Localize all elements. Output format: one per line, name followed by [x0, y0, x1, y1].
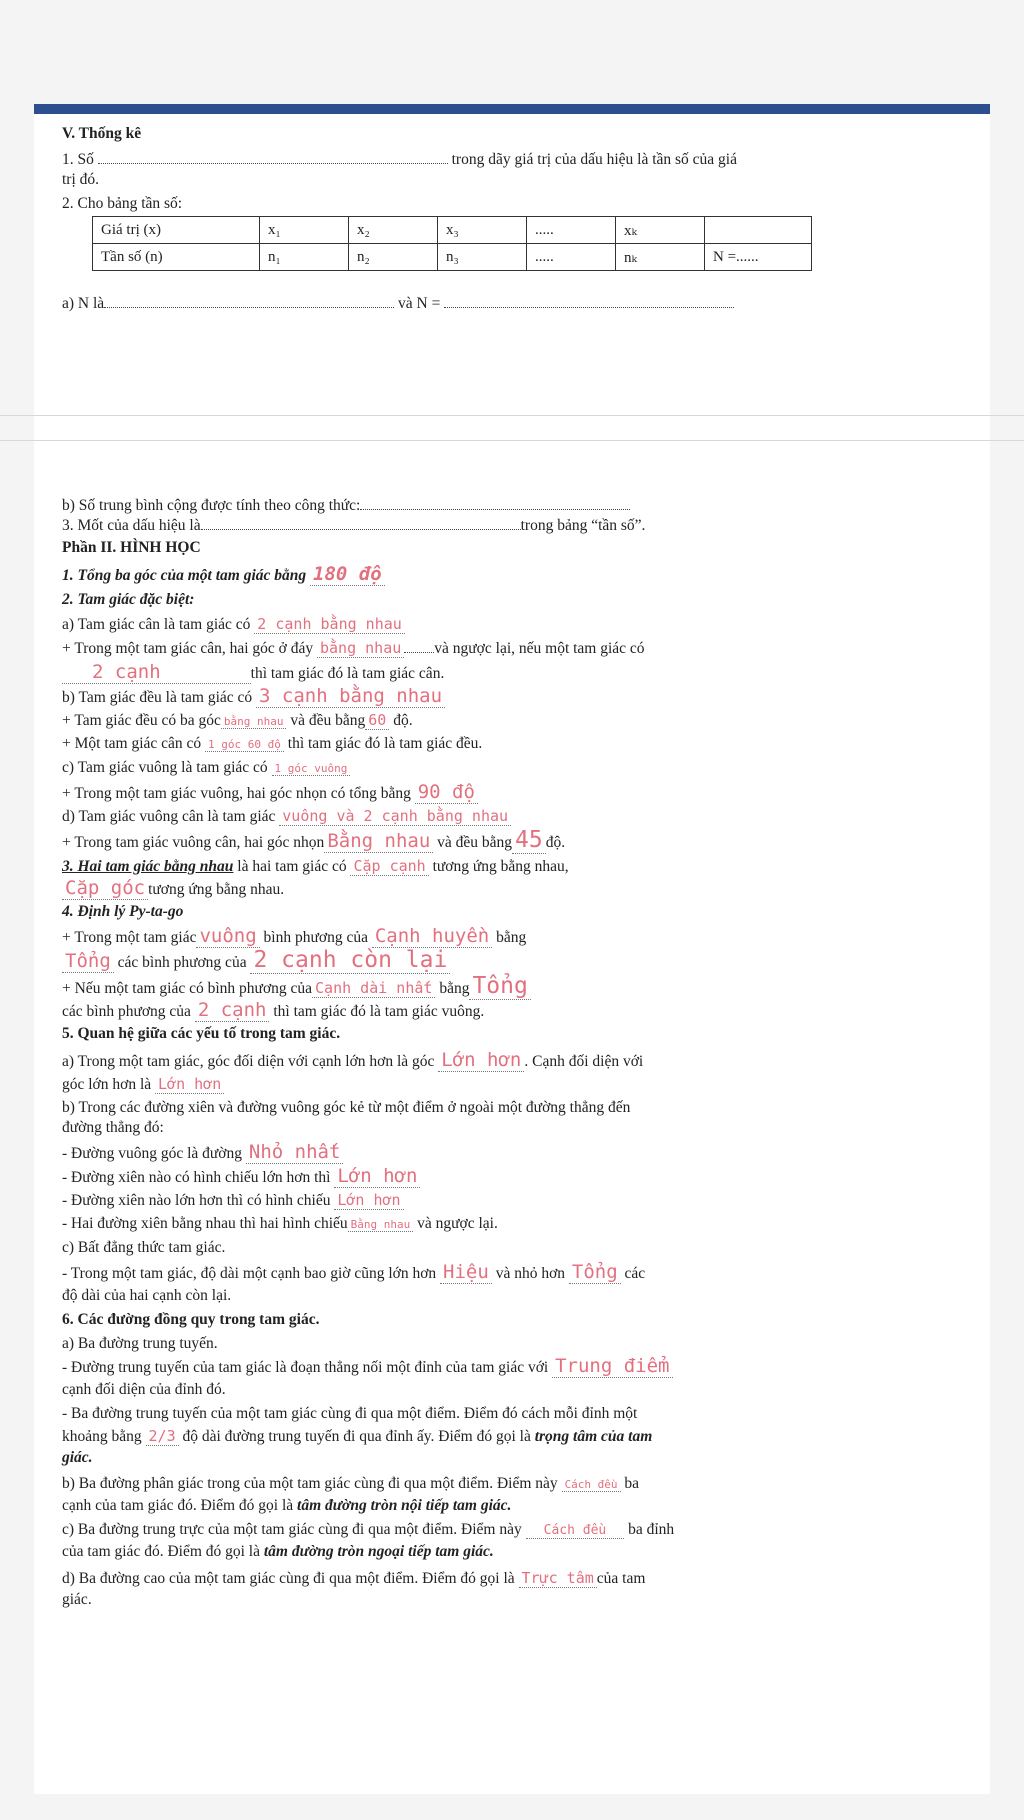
table-cell: x₁	[260, 217, 349, 244]
section-title-statistics: V. Thống kê	[62, 125, 142, 142]
text-line: 6. Các đường đồng quy trong tam giác.	[62, 1311, 320, 1328]
text-line: góc lớn hơn là Lớn hơn	[62, 1074, 224, 1095]
text-line: giác.	[62, 1591, 92, 1608]
text-line: 2 cạnh thì tam giác đó là tam giác cân.	[62, 662, 444, 684]
text-line: a) Trong một tam giác, góc đối diện với cạnh lớn hơn là góc Lớn hơn . Cạnh đối diện với	[62, 1049, 644, 1071]
table-cell: x₂	[349, 217, 438, 244]
text-line: 4. Định lý Py-ta-go	[62, 903, 184, 920]
text-line: giác.	[62, 1449, 93, 1466]
table-cell: x₃	[438, 217, 527, 244]
text-line: b) Tam giác đều là tam giác có 3 cạnh bằng nhau	[62, 686, 445, 708]
text-line: b) Trong các đường xiên và đường vuông góc kẻ từ một điểm ở ngoài một đường thẳng đến	[62, 1099, 631, 1116]
text-line: d) Ba đường cao của một tam giác cùng đi qua một điểm. Điểm đó gọi là Trực tâm của tam	[62, 1569, 646, 1587]
text-line: 3. Mốt của dấu hiệu là trong bảng “tần số”.	[62, 517, 646, 534]
text-line: Tổng các bình phương của 2 cạnh còn lại	[62, 950, 450, 973]
section-title-geometry: Phần II. HÌNH HỌC	[62, 539, 201, 556]
text-line: + Tam giác đều có ba góc bằng nhau và đều bằng 60 độ.	[62, 711, 413, 729]
table-row	[93, 244, 812, 271]
text-line: d) Tam giác vuông cân là tam giác vuông và 2 cạnh bằng nhau	[62, 806, 511, 827]
text-line: khoảng bằng 2/3 độ dài đường trung tuyến đi qua đỉnh ấy. Điểm đó gọi là trọng tâm của tam	[62, 1427, 653, 1445]
text-line: 2. Cho bảng tần số:	[62, 195, 183, 212]
text-line: b) Số trung bình cộng được tính theo công thức:	[62, 496, 630, 516]
text-line: a) Tam giác cân là tam giác có 2 cạnh bằng nhau	[62, 614, 405, 635]
header-bar	[34, 104, 990, 114]
table-cell: Giá trị (x)	[93, 217, 260, 244]
frequency-table	[92, 216, 812, 271]
text-line: 1. Tổng ba góc của một tam giác bằng 180 độ	[62, 564, 385, 586]
text-line: của tam giác đó. Điểm đó gọi là tâm đường tròn ngoại tiếp tam giác.	[62, 1543, 494, 1560]
text-line: trị đó.	[62, 171, 100, 188]
text-line: - Ba đường trung tuyến của một tam giác cùng đi qua một điểm. Điểm đó cách mỗi đỉnh một	[62, 1405, 638, 1422]
table-cell: .....	[527, 244, 616, 271]
text-line: Cặp góc tương ứng bằng nhau.	[62, 878, 284, 900]
divider	[0, 440, 1024, 441]
text-line: 5. Quan hệ giữa các yếu tố trong tam giác.	[62, 1025, 341, 1042]
table-cell: n₃	[438, 244, 527, 271]
text-line: + Trong một tam giác vuông, hai góc nhọn có tổng bằng 90 độ	[62, 782, 478, 804]
table-cell	[705, 217, 812, 244]
table-cell: n₂	[349, 244, 438, 271]
text-line: độ dài của hai cạnh còn lại.	[62, 1287, 232, 1304]
text-line: - Trong một tam giác, độ dài một cạnh bao giờ cũng lớn hơn Hiệu và nhỏ hơn Tổng các	[62, 1261, 646, 1283]
table-cell: Tần số (n)	[93, 244, 260, 271]
table-cell: n₁	[260, 244, 349, 271]
text-line: 3. Hai tam giác bằng nhau là hai tam giác có Cặp cạnh tương ứng bằng nhau,	[62, 857, 569, 875]
text-line: b) Ba đường phân giác trong của một tam giác cùng đi qua một điểm. Điểm này Cách đều ba	[62, 1475, 640, 1492]
table-cell: N =......	[705, 244, 812, 271]
text-line: đường thẳng đó:	[62, 1119, 164, 1136]
text-line: - Đường trung tuyến của tam giác là đoạn thẳng nối một đỉnh của tam giác với Trung điểm	[62, 1356, 673, 1378]
text-line: + Trong một tam giác cân, hai góc ở đáy bằng nhau và ngược lại, nếu một tam giác có	[62, 639, 645, 657]
text-line: - Đường xiên nào có hình chiếu lớn hơn thì Lớn hơn	[62, 1166, 420, 1188]
text-line: 2. Tam giác đặc biệt:	[62, 591, 195, 608]
text-line: c) Bất đẳng thức tam giác.	[62, 1239, 226, 1256]
text-line: - Hai đường xiên bằng nhau thì hai hình chiếu Bằng nhau và ngược lại.	[62, 1215, 498, 1232]
table-cell: nₖ	[616, 244, 705, 271]
text-line: a) Ba đường trung tuyến.	[62, 1335, 218, 1352]
divider	[0, 415, 1024, 416]
text-line: - Đường vuông góc là đường Nhỏ nhất	[62, 1142, 343, 1164]
text-line: a) N là và N =	[62, 294, 734, 314]
text-line: cạnh của tam giác đó. Điểm đó gọi là tâm đường tròn nội tiếp tam giác.	[62, 1497, 512, 1514]
table-row	[93, 217, 812, 244]
text-line: c) Ba đường trung trực của một tam giác cùng đi qua một điểm. Điểm này Cách đều ba đỉnh	[62, 1521, 675, 1538]
text-line: + Một tam giác cân có 1 góc 60 độ thì tam giác đó là tam giác đều.	[62, 735, 483, 752]
text-line: 1. Số trong dãy giá trị của dấu hiệu là tần số của giá	[62, 151, 737, 168]
table-cell: .....	[527, 217, 616, 244]
text-line: + Trong tam giác vuông cân, hai góc nhọn Bằng nhau và đều bằng 45 độ.	[62, 827, 566, 853]
text-line: cạnh đối diện của đỉnh đó.	[62, 1381, 226, 1398]
text-line: - Đường xiên nào lớn hơn thì có hình chiếu Lớn hơn	[62, 1190, 404, 1211]
text-line: + Trong một tam giác vuông bình phương của Cạnh huyền bằng	[62, 925, 527, 947]
text-line: + Nếu một tam giác có bình phương của Cạnh dài nhất bằng Tổng	[62, 976, 531, 999]
table-cell: xₖ	[616, 217, 705, 244]
text-line: c) Tam giác vuông là tam giác có 1 góc vuông	[62, 758, 350, 779]
text-line: các bình phương của 2 cạnh thì tam giác đó là tam giác vuông.	[62, 999, 485, 1021]
